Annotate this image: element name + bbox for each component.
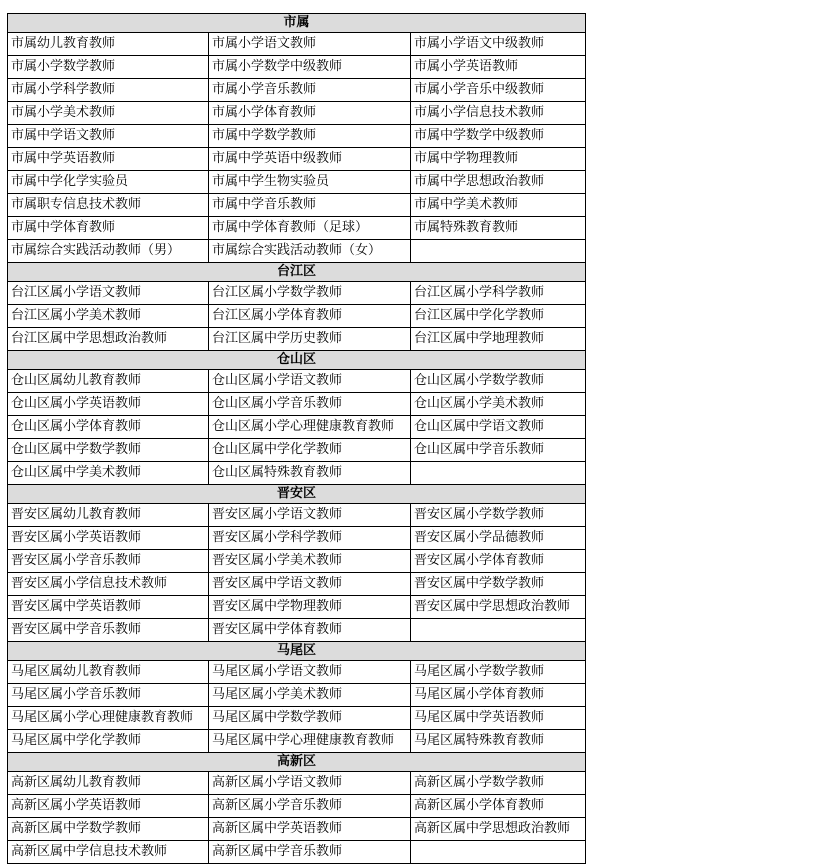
table-row xyxy=(8,171,586,194)
position-cell: 高新区属中学数学教师 xyxy=(8,818,209,841)
section-header-row xyxy=(8,753,586,772)
section-header-row xyxy=(8,485,586,504)
table-row xyxy=(8,56,586,79)
position-cell: 马尾区属中学心理健康教育教师 xyxy=(209,730,411,753)
position-cell: 市属中学数学教师 xyxy=(209,125,411,148)
position-cell: 仓山区属幼儿教育教师 xyxy=(8,370,209,393)
position-cell: 市属小学数学教师 xyxy=(8,56,209,79)
table-row xyxy=(8,684,586,707)
table-row xyxy=(8,194,586,217)
table-row xyxy=(8,125,586,148)
position-cell: 马尾区属特殊教育教师 xyxy=(411,730,586,753)
position-cell: 马尾区属小学音乐教师 xyxy=(8,684,209,707)
position-cell: 晋安区属小学语文教师 xyxy=(209,504,411,527)
position-cell: 市属小学语文中级教师 xyxy=(411,33,586,56)
position-cell: 晋安区属中学数学教师 xyxy=(411,573,586,596)
table-row xyxy=(8,661,586,684)
position-cell: 晋安区属小学英语教师 xyxy=(8,527,209,550)
position-cell: 仓山区属小学语文教师 xyxy=(209,370,411,393)
position-cell: 晋安区属小学科学教师 xyxy=(209,527,411,550)
position-cell: 市属中学思想政治教师 xyxy=(411,171,586,194)
position-cell: 马尾区属小学语文教师 xyxy=(209,661,411,684)
table-row xyxy=(8,619,586,642)
position-cell: 晋安区属小学美术教师 xyxy=(209,550,411,573)
position-cell: 市属中学体育教师 xyxy=(8,217,209,240)
position-cell: 晋安区属中学语文教师 xyxy=(209,573,411,596)
position-cell: 台江区属小学体育教师 xyxy=(209,305,411,328)
position-cell: 仓山区属特殊教育教师 xyxy=(209,462,411,485)
position-cell: 仓山区属小学数学教师 xyxy=(411,370,586,393)
section-header: 晋安区 xyxy=(8,485,586,504)
section-header: 仓山区 xyxy=(8,351,586,370)
position-cell: 晋安区属中学思想政治教师 xyxy=(411,596,586,619)
table-row xyxy=(8,393,586,416)
position-cell: 仓山区属中学化学教师 xyxy=(209,439,411,462)
position-cell: 仓山区属中学音乐教师 xyxy=(411,439,586,462)
position-cell: 仓山区属小学音乐教师 xyxy=(209,393,411,416)
table-row xyxy=(8,305,586,328)
table-row xyxy=(8,841,586,864)
position-cell: 晋安区属小学体育教师 xyxy=(411,550,586,573)
section-header: 高新区 xyxy=(8,753,586,772)
table-row xyxy=(8,240,586,263)
position-cell: 市属综合实践活动教师（女） xyxy=(209,240,411,263)
table-row xyxy=(8,462,586,485)
position-cell xyxy=(411,462,586,485)
position-cell: 台江区属小学科学教师 xyxy=(411,282,586,305)
position-cell: 台江区属中学思想政治教师 xyxy=(8,328,209,351)
position-cell: 市属中学数学中级教师 xyxy=(411,125,586,148)
position-cell: 市属中学音乐教师 xyxy=(209,194,411,217)
position-cell: 马尾区属小学数学教师 xyxy=(411,661,586,684)
position-cell: 市属中学英语中级教师 xyxy=(209,148,411,171)
table-row xyxy=(8,102,586,125)
position-cell: 市属中学美术教师 xyxy=(411,194,586,217)
position-cell: 仓山区属小学体育教师 xyxy=(8,416,209,439)
table-row xyxy=(8,818,586,841)
table-row xyxy=(8,282,586,305)
position-cell: 市属小学音乐教师 xyxy=(209,79,411,102)
position-cell: 晋安区属小学品德教师 xyxy=(411,527,586,550)
position-cell: 市属特殊教育教师 xyxy=(411,217,586,240)
position-cell: 市属小学体育教师 xyxy=(209,102,411,125)
table-row xyxy=(8,573,586,596)
position-cell: 市属中学物理教师 xyxy=(411,148,586,171)
position-cell: 市属中学生物实验员 xyxy=(209,171,411,194)
position-cell: 台江区属小学美术教师 xyxy=(8,305,209,328)
position-cell: 台江区属小学数学教师 xyxy=(209,282,411,305)
position-cell: 马尾区属中学英语教师 xyxy=(411,707,586,730)
table-row xyxy=(8,707,586,730)
position-cell: 仓山区属中学数学教师 xyxy=(8,439,209,462)
table-row xyxy=(8,730,586,753)
position-cell xyxy=(411,240,586,263)
position-cell: 晋安区属中学体育教师 xyxy=(209,619,411,642)
table-row xyxy=(8,772,586,795)
position-cell: 仓山区属小学英语教师 xyxy=(8,393,209,416)
position-cell: 市属小学数学中级教师 xyxy=(209,56,411,79)
section-header-row xyxy=(8,14,586,33)
position-cell: 晋安区属中学音乐教师 xyxy=(8,619,209,642)
position-cell: 马尾区属中学数学教师 xyxy=(209,707,411,730)
position-cell: 晋安区属中学英语教师 xyxy=(8,596,209,619)
position-cell: 市属小学美术教师 xyxy=(8,102,209,125)
table-row xyxy=(8,795,586,818)
position-cell: 仓山区属小学美术教师 xyxy=(411,393,586,416)
position-cell: 市属中学语文教师 xyxy=(8,125,209,148)
position-cell: 市属中学英语教师 xyxy=(8,148,209,171)
position-cell: 高新区属小学体育教师 xyxy=(411,795,586,818)
section-header: 马尾区 xyxy=(8,642,586,661)
positions-table xyxy=(7,13,586,864)
position-cell: 晋安区属小学信息技术教师 xyxy=(8,573,209,596)
table-row xyxy=(8,596,586,619)
position-cell: 仓山区属中学语文教师 xyxy=(411,416,586,439)
table-row xyxy=(8,550,586,573)
position-cell: 市属小学音乐中级教师 xyxy=(411,79,586,102)
position-cell: 市属小学科学教师 xyxy=(8,79,209,102)
position-cell: 晋安区属小学音乐教师 xyxy=(8,550,209,573)
position-cell: 市属职专信息技术教师 xyxy=(8,194,209,217)
position-cell: 高新区属中学思想政治教师 xyxy=(411,818,586,841)
position-cell: 马尾区属幼儿教育教师 xyxy=(8,661,209,684)
table-row xyxy=(8,370,586,393)
section-header-row xyxy=(8,263,586,282)
position-cell: 仓山区属中学美术教师 xyxy=(8,462,209,485)
position-cell: 高新区属小学语文教师 xyxy=(209,772,411,795)
table-row xyxy=(8,439,586,462)
position-cell: 马尾区属小学心理健康教育教师 xyxy=(8,707,209,730)
position-cell: 高新区属小学音乐教师 xyxy=(209,795,411,818)
table-row xyxy=(8,416,586,439)
section-header-row xyxy=(8,642,586,661)
table-row xyxy=(8,328,586,351)
position-cell: 市属小学英语教师 xyxy=(411,56,586,79)
position-cell: 马尾区属中学化学教师 xyxy=(8,730,209,753)
table-row xyxy=(8,148,586,171)
table-row xyxy=(8,217,586,240)
position-cell: 高新区属小学数学教师 xyxy=(411,772,586,795)
position-cell xyxy=(411,841,586,864)
table-row xyxy=(8,527,586,550)
position-cell: 市属幼儿教育教师 xyxy=(8,33,209,56)
position-cell: 马尾区属小学体育教师 xyxy=(411,684,586,707)
position-cell: 台江区属中学地理教师 xyxy=(411,328,586,351)
position-cell: 晋安区属小学数学教师 xyxy=(411,504,586,527)
position-cell: 高新区属中学英语教师 xyxy=(209,818,411,841)
table-row xyxy=(8,33,586,56)
section-header: 台江区 xyxy=(8,263,586,282)
position-cell: 台江区属中学历史教师 xyxy=(209,328,411,351)
position-cell: 台江区属中学化学教师 xyxy=(411,305,586,328)
position-cell: 晋安区属幼儿教育教师 xyxy=(8,504,209,527)
section-header: 市属 xyxy=(8,14,586,33)
position-cell: 市属中学化学实验员 xyxy=(8,171,209,194)
position-cell: 市属小学信息技术教师 xyxy=(411,102,586,125)
position-cell: 市属综合实践活动教师（男） xyxy=(8,240,209,263)
position-cell: 市属中学体育教师（足球） xyxy=(209,217,411,240)
table-row xyxy=(8,504,586,527)
position-cell: 晋安区属中学物理教师 xyxy=(209,596,411,619)
position-cell: 高新区属中学音乐教师 xyxy=(209,841,411,864)
section-header-row xyxy=(8,351,586,370)
position-cell: 仓山区属小学心理健康教育教师 xyxy=(209,416,411,439)
position-cell: 高新区属中学信息技术教师 xyxy=(8,841,209,864)
position-cell: 台江区属小学语文教师 xyxy=(8,282,209,305)
position-cell: 马尾区属小学美术教师 xyxy=(209,684,411,707)
position-cell: 高新区属幼儿教育教师 xyxy=(8,772,209,795)
positions-table-body xyxy=(8,14,586,864)
position-cell: 市属小学语文教师 xyxy=(209,33,411,56)
position-cell xyxy=(411,619,586,642)
table-row xyxy=(8,79,586,102)
position-cell: 高新区属小学英语教师 xyxy=(8,795,209,818)
